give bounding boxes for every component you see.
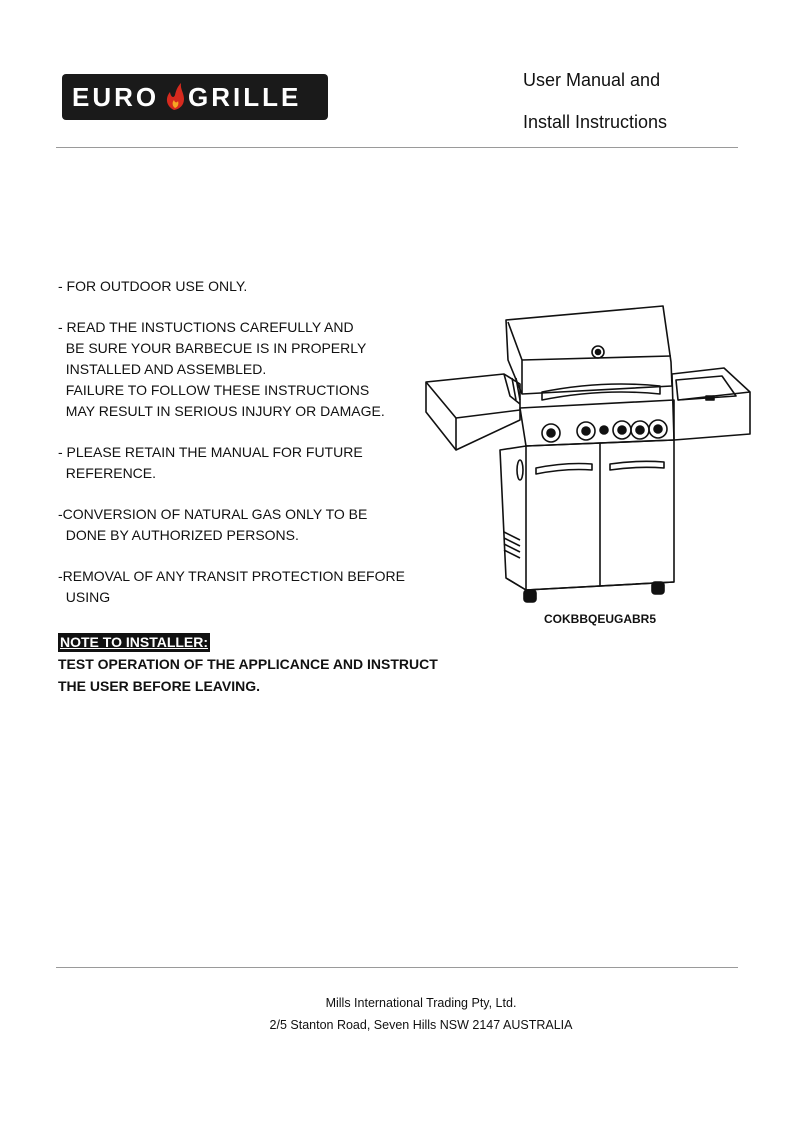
- document-title-line-1: User Manual and: [523, 70, 661, 90]
- document-title-line-2: Install Instructions: [523, 112, 668, 132]
- instruction-item: - FOR OUTDOOR USE ONLY.: [58, 278, 248, 294]
- svg-text:GRILLE: GRILLE: [188, 82, 302, 112]
- svg-text:EURO: EURO: [72, 82, 160, 112]
- company-name: Mills International Trading Pty, Ltd.: [325, 996, 517, 1010]
- safety-instructions: [58, 276, 438, 628]
- footer: [0, 992, 802, 1036]
- footer-divider: [56, 967, 738, 968]
- instruction-item: -CONVERSION OF NATURAL GAS ONLY TO BE DONE BY AUTHORIZED PERSONS.: [58, 506, 368, 543]
- installer-note-label: NOTE TO INSTALLER:: [60, 634, 209, 650]
- instruction-item: - READ THE INSTUCTIONS CAREFULLY AND BE SURE YOUR BARBECUE IS IN PROPERLY INSTALLED AND ASSEMBLED. FAILURE TO FOLLOW THESE INSTRUCTIONS MAY RESULT IN SERIOUS INJURY OR DAMAGE.: [58, 319, 385, 419]
- installer-note: [58, 631, 438, 697]
- model-number: COKBBQEUGABR5: [544, 612, 657, 626]
- instruction-item: - PLEASE RETAIN THE MANUAL FOR FUTURE REFERENCE.: [58, 444, 363, 481]
- instruction-item: -REMOVAL OF ANY TRANSIT PROTECTION BEFORE USING: [58, 568, 405, 605]
- bbq-grill-illustration: [420, 300, 760, 606]
- brand-logo: [62, 74, 328, 120]
- company-address: 2/5 Stanton Road, Seven Hills NSW 2147 AUSTRALIA: [269, 1018, 573, 1032]
- flame-icon: [167, 83, 184, 110]
- installer-note-text: TEST OPERATION OF THE APPLICANCE AND INSTRUCT THE USER BEFORE LEAVING.: [58, 656, 438, 694]
- header-divider: [56, 147, 738, 148]
